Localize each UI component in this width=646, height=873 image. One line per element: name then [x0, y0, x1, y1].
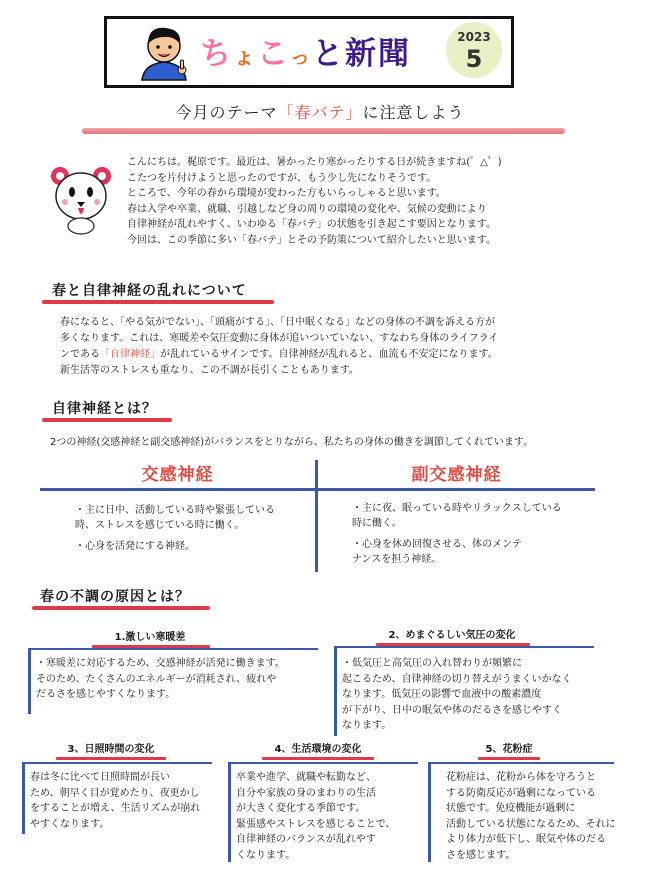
- intro-line: ところで、今年の春から環境が変わった方もいらっしゃると思います。: [127, 188, 446, 200]
- issue-year: 2023: [457, 30, 491, 44]
- sympathetic-heading: 交感神経: [141, 465, 214, 485]
- cause-title-underline: [56, 757, 166, 760]
- boy-mascot-illustration: [138, 20, 190, 84]
- cause-title-temperature: 1.激しい寒暖差: [114, 632, 186, 643]
- column-divider-vertical: [315, 460, 318, 572]
- cause-text-hay-fever: 花粉症は、花粉から体を守ろうと する防衛反応が過剰になっている 状態です。免疫機能が過剰に 活動している状態になるため、それに より体力が低下し、眠気や体のだる さを感じます。: [446, 772, 616, 861]
- section-title-what-is-autonomic: 自律神経とは？: [52, 401, 157, 417]
- section1-body: [60, 315, 620, 379]
- intro-line: 今回は、この季節に多い「春バテ」とその予防策について紹介したいと思います。: [127, 234, 496, 246]
- section2-description: 2つの神経(交感神経と副交感神経)がバランスをとりながら、私たちの身体の働きを調節してくれています。: [50, 437, 534, 448]
- intro-line: 自律神経が乱れやすく、いわゆる「春バテ」の状態を引き起こす要因となります。: [127, 219, 496, 231]
- section-title-spring-autonomic: 春と自律神経の乱れについて: [52, 283, 247, 299]
- cause-title-hay-fever: 5、花粉症: [485, 744, 533, 755]
- body-line: 多くなります。これは、寒暖差や気圧変動に身体が追いついていない、すなわち身体のライフライ: [60, 333, 499, 344]
- body-line: 新生活等のストレスも重なり、この不調が長引くこともあります。: [60, 365, 359, 376]
- cause-title-lifestyle: 4、生活環境の変化: [274, 744, 362, 755]
- intro-line: こたつを片付けようと思ったのですが、もう少し先になりそうです。: [127, 172, 437, 184]
- cause-text-temperature: ・寒暖差に対応するため、交感神経が活発に働きます。 そのため、たくさんのエネルギーが消耗され、疲れや だるさを感じやすくなります。: [36, 658, 285, 701]
- section-title-causes: 春の不調の原因とは？: [40, 589, 190, 605]
- cause-text-pressure: ・低気圧と高気圧の入れ替わりが頻繁に 起こるため、自律神経の切り替えがうまくいかなく なります。低気圧の影響で血液中の酸素濃度 が下がり、日中の眠気や体のだるさを感じやすく なります。: [342, 658, 572, 732]
- issue-month: 5: [465, 45, 483, 73]
- theme-underline: [82, 128, 565, 134]
- highlight-autonomic: 「自律神経」: [100, 349, 160, 360]
- section-title-underline: [42, 418, 172, 422]
- sympathetic-description: ・主に日中、活動している時や緊張している 時、ストレスを感じている時に働く。 ・心身を活発にする神経。: [75, 505, 275, 552]
- body-line: ンである「自律神経」が乱れているサインです。自律神経が乱れると、血流も不安定になります。: [60, 349, 498, 360]
- monthly-theme: 今月のテーマ「春バテ」に注意しよう: [175, 103, 465, 122]
- cause-title-underline: [262, 757, 374, 760]
- section-title-underline: [42, 300, 274, 304]
- cause-title-underline: [478, 757, 540, 760]
- cause-title-pressure: 2、めまぐるしい気圧の変化: [388, 630, 516, 641]
- cause-text-lifestyle: 卒業や進学、就職や転勤など、 自分や家族の身のまわりの生活 が大きく変化する季節です。 緊張感やストレスを感じることで、 自律神経のバランスが乱れやす くなります。: [236, 772, 396, 861]
- bear-mascot-illustration: [48, 162, 114, 236]
- intro-line: こんにちは。梶原です。最近は、暑かったり寒かったりする日が続きますね(゜△゜): [127, 157, 502, 168]
- body-line: 春になると、「やる気がでない」、「頭痛がする」、「日中眠くなる」などの身体の不調を訴える方が: [60, 317, 495, 328]
- intro-text: [127, 155, 597, 249]
- intro-line: 春は入学や卒業、就職、引越しなど身の周りの環境の変化や、気候の変動により: [127, 203, 487, 215]
- section-title-underline: [32, 606, 210, 610]
- parasympathetic-description: ・主に夜、眠っている時やリラックスしている 時に働く。 ・心身を休め回復させる、体のメンテ ナンスを担う神経。: [352, 503, 562, 565]
- cause-title-daylight: 3、日照時間の変化: [67, 744, 155, 755]
- newsletter-title: ちょこっと新聞: [200, 36, 412, 72]
- cause-text-daylight: 春は冬に比べて日照時間が長い ため、朝早く目が覚めたり、夜更かし をすることが増え、生活リズムが崩れ やすくなります。: [30, 772, 201, 830]
- parasympathetic-heading: 副交感神経: [411, 465, 502, 485]
